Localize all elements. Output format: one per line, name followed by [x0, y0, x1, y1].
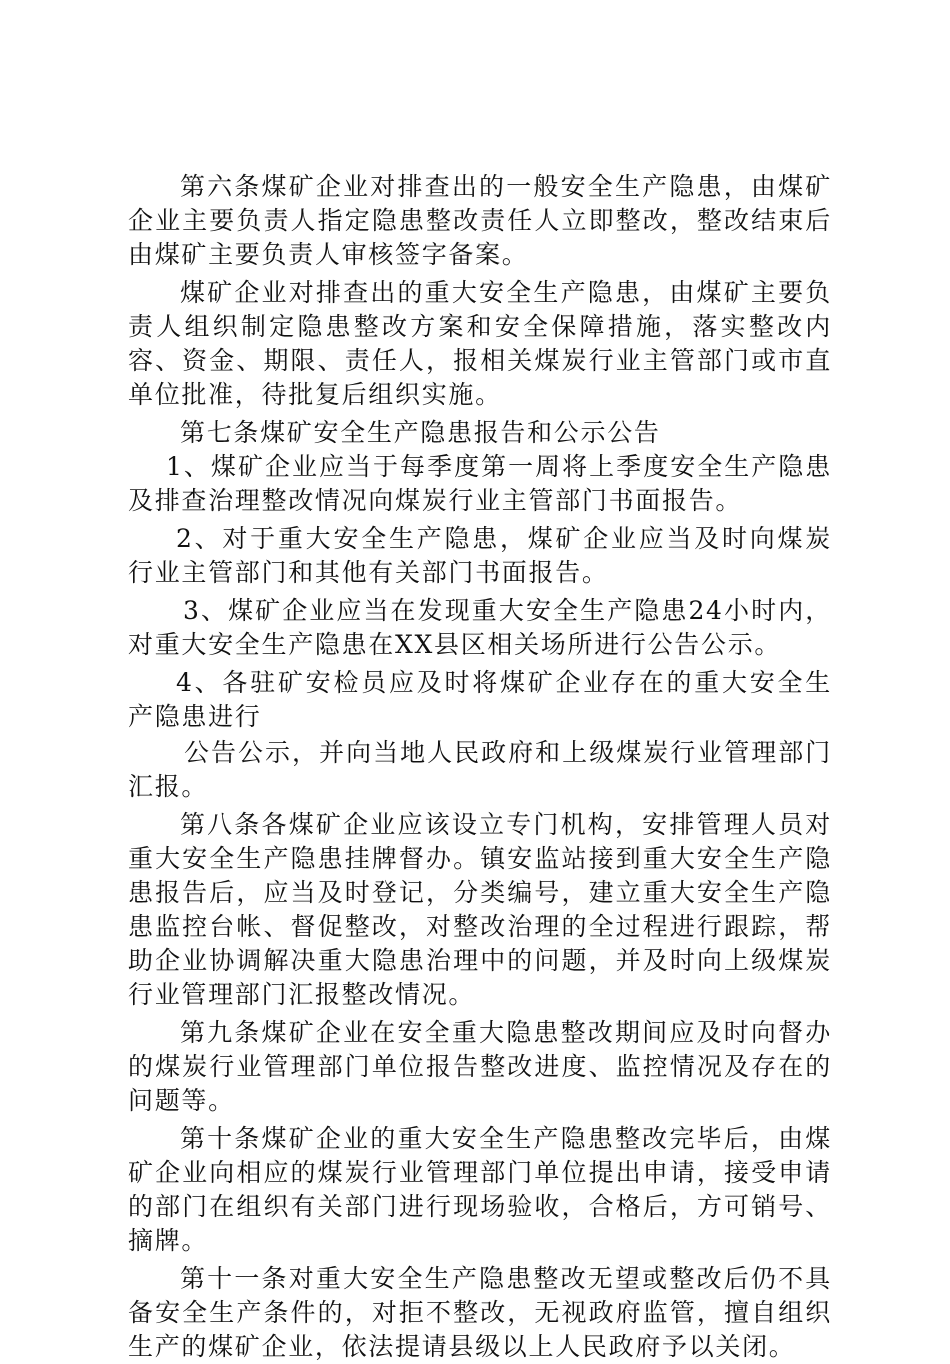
paragraph-article-9: 第九条煤矿企业在安全重大隐患整改期间应及时向督办的煤炭行业管理部门单位报告整改进度、监控情况及存在的问题等。	[128, 1018, 832, 1115]
paragraph-item-4-continued: 公告公示，并向当地人民政府和上级煤炭行业管理部门汇报。	[128, 738, 832, 801]
paragraph-article-7-heading: 第七条煤矿安全生产隐患报告和公示公告	[180, 418, 661, 447]
paragraph-article-10: 第十条煤矿企业的重大安全生产隐患整改完毕后，由煤矿企业向相应的煤炭行业管理部门单位提出申请，接受申请的部门在组织有关部门进行现场验收，合格后，方可销号、摘牌。	[128, 1124, 832, 1255]
paragraph-item-4: 4、各驻矿安检员应及时将煤矿企业存在的重大安全生产隐患进行	[128, 668, 832, 731]
paragraph-item-3: 3、煤矿企业应当在发现重大安全生产隐患24小时内，对重大安全生产隐患在XX县区相关场所进行公告公示。	[128, 596, 832, 659]
paragraph-article-8: 第八条各煤矿企业应该设立专门机构，安排管理人员对重大安全生产隐患挂牌督办。镇安监站接到重大安全生产隐患报告后，应当及时登记，分类编号，建立重大安全生产隐患监控台帐、督促整改，对整改治理的全过程进行跟踪，帮助企业协调解决重大隐患治理中的问题，并及时向上级煤炭行业管理部门汇报整改情况。	[128, 810, 832, 1009]
paragraph-article-6: 第六条煤矿企业对排查出的一般安全生产隐患，由煤矿企业主要负责人指定隐患整改责任人立即整改，整改结束后由煤矿主要负责人审核签字备案。	[128, 172, 832, 269]
paragraph-item-2: 2、对于重大安全生产隐患，煤矿企业应当及时向煤炭行业主管部门和其他有关部门书面报告。	[128, 524, 832, 587]
document-body	[128, 170, 832, 1364]
paragraph-major-hazard: 煤矿企业对排查出的重大安全生产隐患，由煤矿主要负责人组织制定隐患整改方案和安全保障措施，落实整改内容、资金、期限、责任人，报相关煤炭行业主管部门或市直单位批准，待批复后组织实施。	[128, 278, 832, 409]
paragraph-item-1: 1、煤矿企业应当于每季度第一周将上季度安全生产隐患及排查治理整改情况向煤炭行业主管部门书面报告。	[128, 452, 832, 515]
paragraph-article-11: 第十一条对重大安全生产隐患整改无望或整改后仍不具备安全生产条件的，对拒不整改，无视政府监管，擅自组织生产的煤矿企业，依法提请县级以上人民政府予以关闭。	[128, 1264, 832, 1361]
